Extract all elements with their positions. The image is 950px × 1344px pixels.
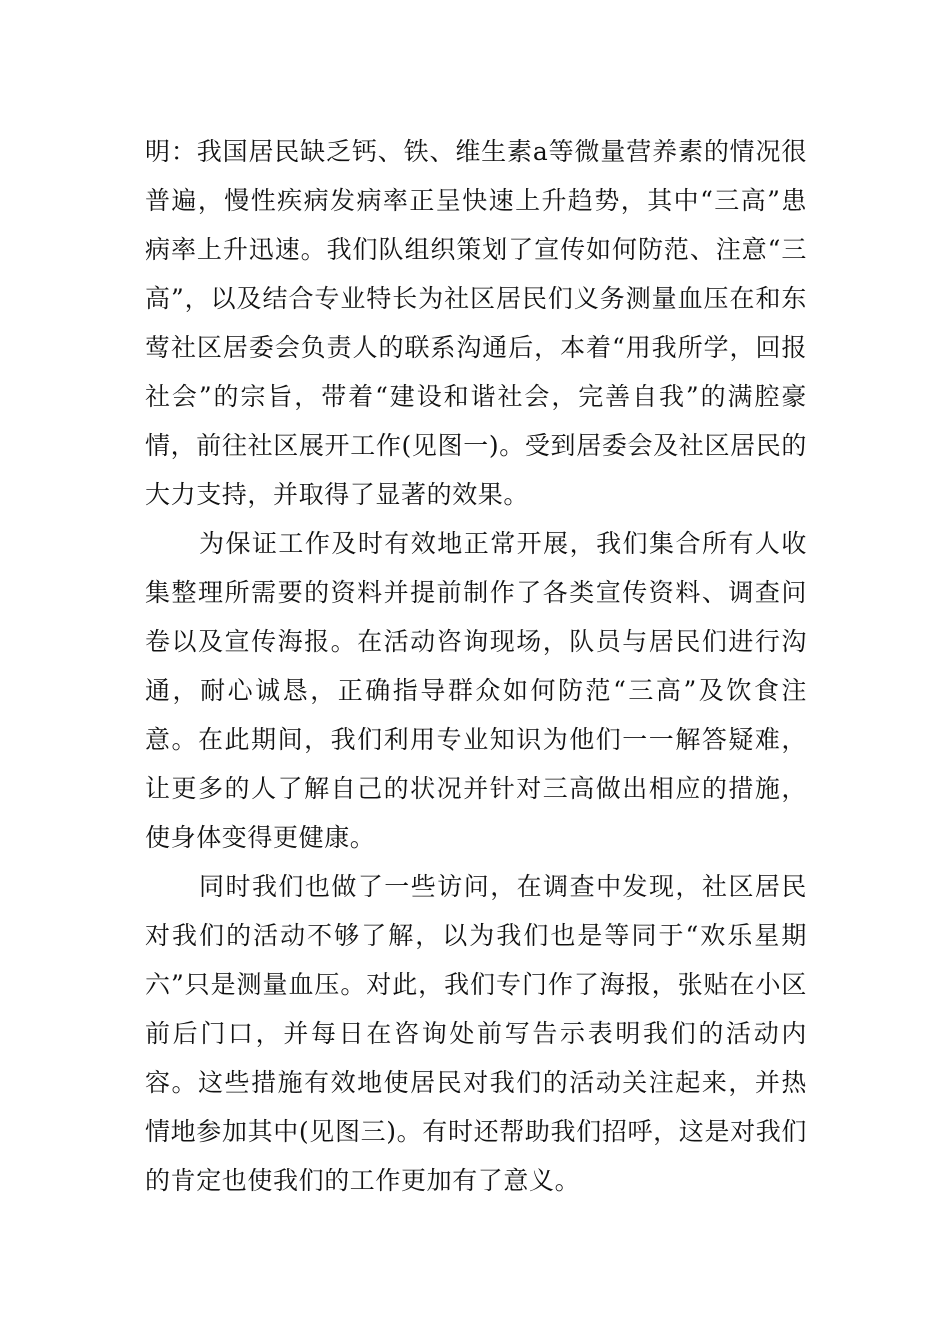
body-text <box>145 127 807 1205</box>
paragraph-1: 明：我国居民缺乏钙、铁、维生素a等微量营养素的情况很普遍，慢性疾病发病率正呈快速上升趋势，其中“三高”患病率上升迅速。我们队组织策划了宣传如何防范、注意“三高”，以及结合专业特长为社区居民们义务测量血压在和东莺社区居委会负责人的联系沟通后，本着“用我所学，回报社会”的宗旨，带着“建设和谐社会，完善自我”的满腔豪情，前往社区展开工作(见图一)。受到居委会及社区居民的大力支持，并取得了显著的效果。 <box>145 137 807 509</box>
paragraph-2: 为保证工作及时有效地正常开展，我们集合所有人收集整理所需要的资料并提前制作了各类宣传资料、调查问卷以及宣传海报。在活动咨询现场，队员与居民们进行沟通，耐心诚恳，正确指导群众如何防范“三高”及饮食注意。在此期间，我们利用专业知识为他们一一解答疑难，让更多的人了解自己的状况并针对三高做出相应的措施，使身体变得更健康。 <box>145 529 807 852</box>
paragraph-3: 同时我们也做了一些访问，在调查中发现，社区居民对我们的活动不够了解，以为我们也是等同于“欢乐星期六”只是测量血压。对此，我们专门作了海报，张贴在小区前后门口，并每日在咨询处前写告示表明我们的活动内容。这些措施有效地使居民对我们的活动关注起来，并热情地参加其中(见图三)。有时还帮助我们招呼，这是对我们的肯定也使我们的工作更加有了意义。 <box>145 872 807 1195</box>
